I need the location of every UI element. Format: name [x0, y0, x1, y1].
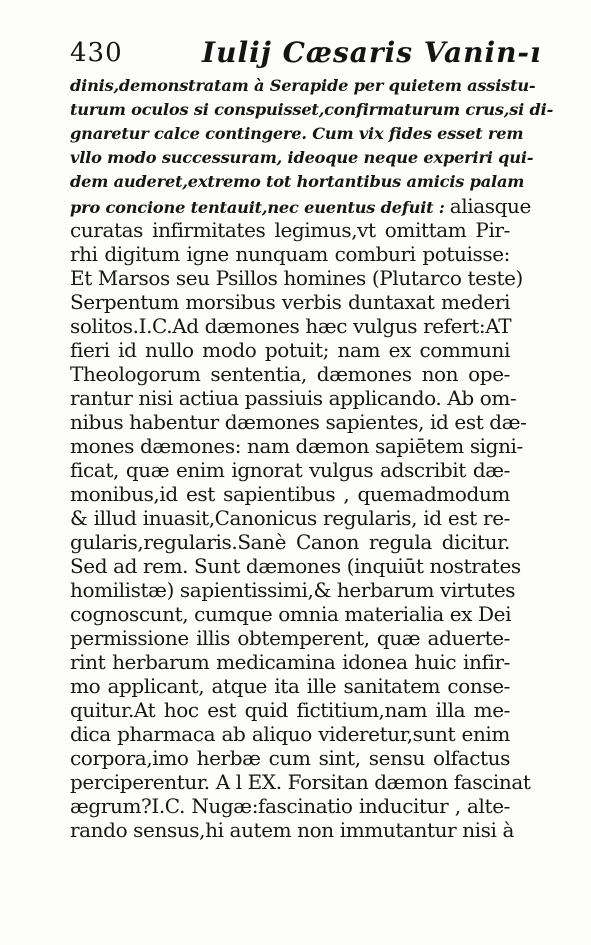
text-line: Serpentum morsibus verbis duntaxat mederi	[70, 290, 510, 314]
text-line: ficat, quæ enim ignorat vulgus adscribit dæ-	[70, 458, 510, 482]
page-header	[70, 36, 542, 72]
page-number: 430	[70, 38, 123, 68]
text-line: nibus habentur dæmones sapientes, id est dæ-	[70, 410, 527, 434]
running-head: Iulij Cæsaris Vanin-ı	[202, 36, 542, 69]
text-line: dinis,demonstratam à Serapide per quietem assistu-	[70, 76, 536, 95]
text-line: fieri id nullo modo potuit; nam ex communi	[70, 338, 510, 362]
text-line: mo applicant, atque ita ille sanitatem conse-	[70, 674, 510, 698]
text-line: homilistæ) sapientissimi,& herbarum virtutes	[70, 578, 516, 602]
roman-text-fragment: aliasque	[449, 194, 531, 218]
text-line: ægrum?I.C. Nugæ:fascinatio inducitur , alte-	[70, 794, 510, 818]
text-line: Et Marsos seu Psillos homines (Plutarco teste)	[70, 266, 523, 290]
text-line: turum oculos si conspuisset,confirmaturum crus,si di-	[70, 100, 554, 119]
body-text	[70, 74, 554, 842]
text-line: cognoscunt, cumque omnia materialia ex Dei	[70, 602, 512, 626]
text-line: dem auderet,extremo tot hortantibus amicis palam	[70, 172, 525, 191]
text-line: rantur nisi actiua passiuis applicando. Ab om-	[70, 386, 517, 410]
mixed-text-line	[70, 194, 531, 218]
text-line: solitos.I.C.Ad dæmones hæc vulgus refert:AT	[70, 314, 512, 338]
text-line: vllo modo successuram, ideoque neque experiri qui-	[70, 148, 534, 167]
text-line: quitur.At hoc est quid fictitium,nam illa me-	[70, 698, 510, 722]
italic-text-fragment: pro concione tentauit,nec euentus defuit :	[70, 198, 445, 217]
text-line: rando sensus,hi autem non immutantur nisi à	[70, 818, 515, 842]
text-line: mones dæmones: nam dæmon sapiētem signi-	[70, 434, 523, 458]
text-line: Sed ad rem. Sunt dæmones (inquiūt nostrates	[70, 554, 521, 578]
text-line: curatas infirmitates legimus,vt omittam Pir-	[70, 218, 510, 242]
text-line: Theologorum sententia, dæmones non ope-	[70, 362, 510, 386]
text-line: & illud inuasit,Canonicus regularis, id est re-	[70, 506, 510, 530]
text-line: rint herbarum medicamina idonea huic infir-	[70, 650, 510, 674]
text-line: monibus,id est sapientibus , quemadmodum	[70, 482, 510, 506]
text-line: dica pharmaca ab aliquo videretur,sunt enim	[70, 722, 510, 746]
text-line: perciperentur. A l EX. Forsitan dæmon fascinat	[70, 770, 531, 794]
text-line: gularis,regularis.Sanè Canon regula dicitur.	[70, 530, 510, 554]
text-line: gnaretur calce contingere. Cum vix fides esset rem	[70, 124, 524, 143]
text-line: rhi digitum igne nunquam comburi potuisse:	[70, 242, 510, 266]
text-line: corpora,imo herbæ cum sint, sensu olfactus	[70, 746, 510, 770]
text-line: permissione illis obtemperent, quæ aduerte-	[70, 626, 510, 650]
